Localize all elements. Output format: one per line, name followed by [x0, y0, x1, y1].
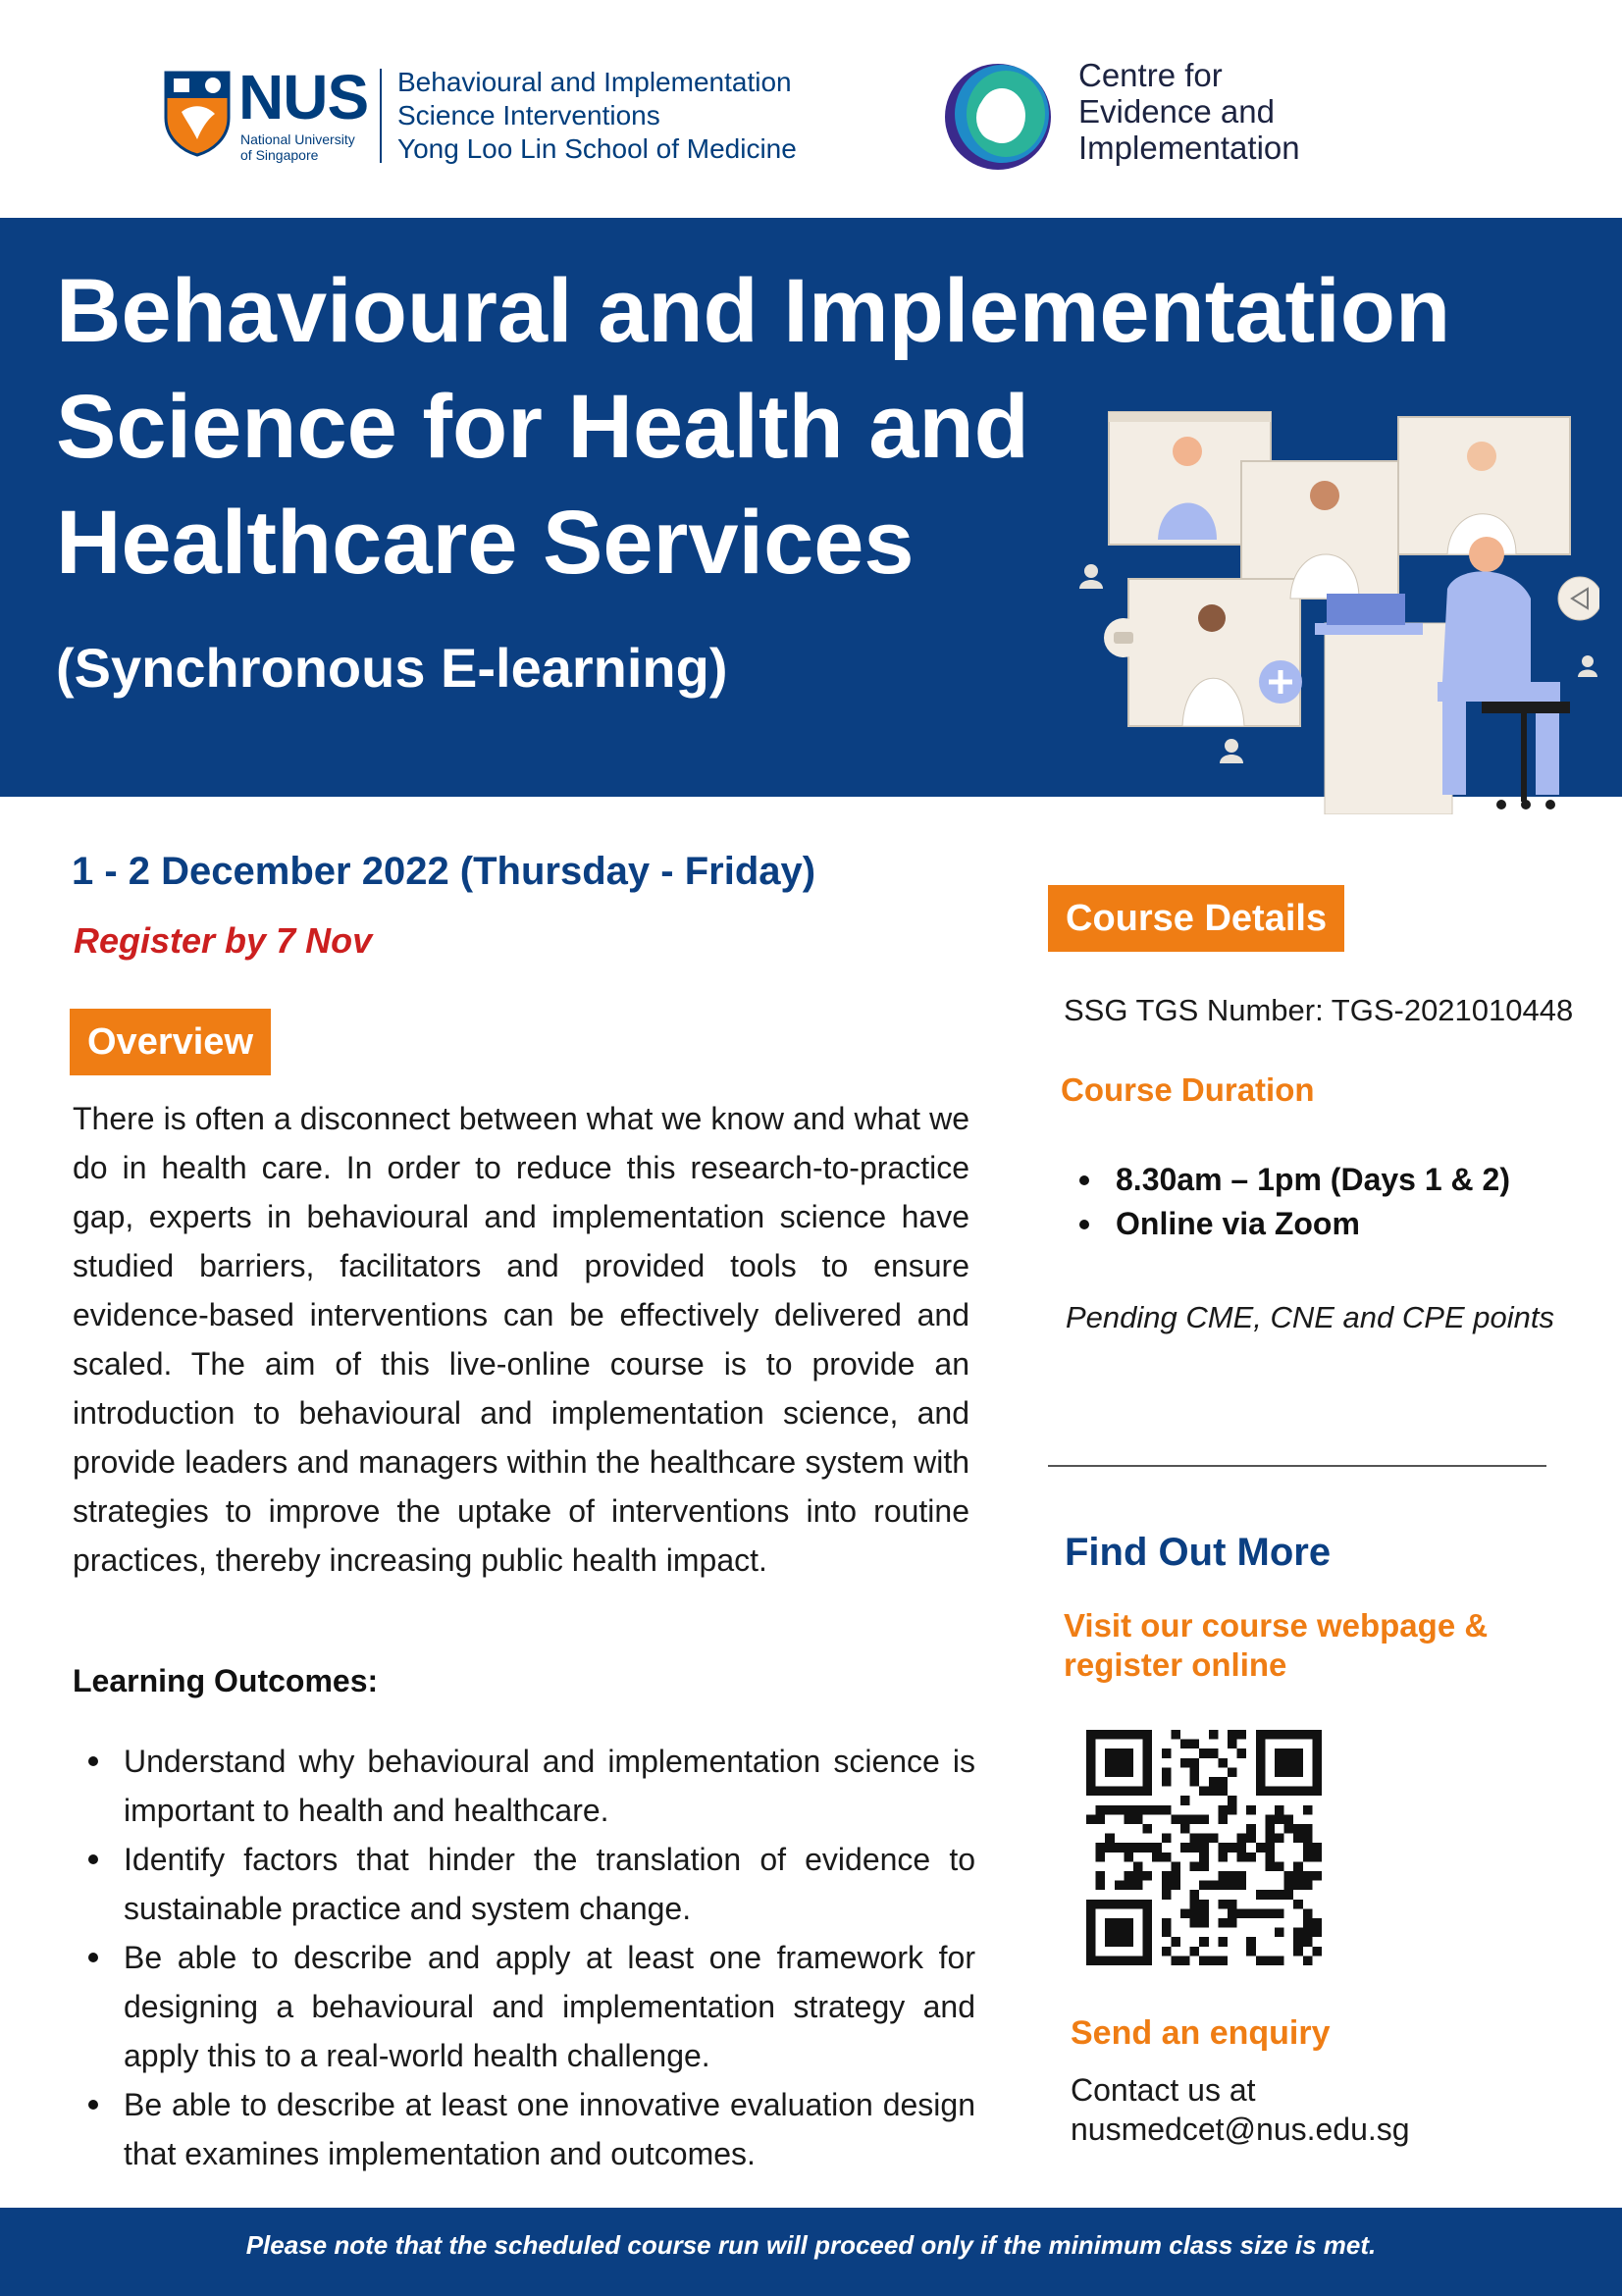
logo-divider — [380, 69, 382, 163]
cei-line: Evidence and — [1078, 93, 1275, 130]
qr-code-icon[interactable] — [1086, 1730, 1322, 1965]
find-out-more-heading: Find Out More — [1065, 1531, 1332, 1574]
nus-subtext: National University of Singapore — [240, 131, 355, 163]
send-enquiry-heading: Send an enquiry — [1071, 2014, 1331, 2052]
list-item: Be able to describe at least one innovative evaluation design that examines implementation and outcomes. — [73, 2080, 975, 2178]
nus-wordmark: NUS — [238, 62, 369, 132]
divider — [1048, 1465, 1546, 1467]
list-item: 8.30am – 1pm (Days 1 & 2) — [1072, 1158, 1510, 1202]
nus-department-line: Behavioural and Implementation — [397, 67, 792, 97]
overview-text: There is often a disconnect between what we know and what we do in health care. In order to reduce this research-to-practice gap, experts in behavioural and implementation science have studied barriers, facilitators and provided tools to ensure evidence-based interventions can be effectively delivered and scaled. The aim of this live-online course is to provide an introduction to behavioural and implementation science, and provide leaders and managers within the healthcare system with strategies to improve the uptake of interventions into routine practices, thereby increasing public health impact. — [73, 1101, 969, 1578]
footer-note: Please note that the scheduled course run will proceed only if the minimum class size is met. — [245, 2230, 1377, 2260]
online-meeting-illustration — [1070, 402, 1599, 814]
cei-line: Implementation — [1078, 130, 1300, 166]
nus-department-line: Yong Loo Lin School of Medicine — [397, 133, 797, 164]
cme-note: Pending CME, CNE and CPE points — [1066, 1300, 1554, 1334]
contact-label: Contact us at — [1071, 2072, 1256, 2108]
course-webpage-link[interactable]: Visit our course webpage & register online — [1064, 1607, 1489, 1683]
nus-department-line: Science Interventions — [397, 100, 660, 130]
learning-outcomes-list — [73, 1737, 975, 2178]
cei-ring-icon — [937, 57, 1063, 177]
hero-title-line: Science for Health and — [56, 377, 1029, 477]
contact-info — [1071, 2070, 1410, 2149]
learning-outcomes-heading: Learning Outcomes: — [73, 1663, 379, 1698]
course-duration-list — [1072, 1158, 1510, 1246]
cei-wordmark — [1078, 57, 1300, 166]
hero-subtitle: (Synchronous E-learning) — [56, 637, 728, 699]
list-item: Be able to describe and apply at least one framework for designing a behavioural and implementation strategy and apply this to a real-world health challenge. — [73, 1933, 975, 2080]
nus-department — [397, 66, 797, 166]
nus-logo — [162, 61, 829, 174]
course-duration-heading: Course Duration — [1061, 1071, 1315, 1108]
cei-logo — [937, 57, 1349, 180]
list-item: Understand why behavioural and implementation science is important to health and healthcare. — [73, 1737, 975, 1835]
list-item: Identify factors that hinder the translation of evidence to sustainable practice and system change. — [73, 1835, 975, 1933]
nus-crest-icon — [162, 69, 233, 157]
cei-line: Centre for — [1078, 57, 1223, 93]
contact-email-link[interactable]: nusmedcet@nus.edu.sg — [1071, 2112, 1410, 2147]
overview-tag: Overview — [70, 1009, 271, 1075]
register-deadline: Register by 7 Nov — [74, 920, 373, 961]
course-details-tag: Course Details — [1048, 885, 1344, 952]
hero-title-line: Behavioural and Implementation — [56, 261, 1451, 361]
ssg-number: SSG TGS Number: TGS-2021010448 — [1064, 993, 1574, 1027]
list-item: Online via Zoom — [1072, 1202, 1510, 1246]
hero-title-line: Healthcare Services — [56, 493, 915, 593]
event-date: 1 - 2 December 2022 (Thursday - Friday) — [72, 850, 816, 893]
